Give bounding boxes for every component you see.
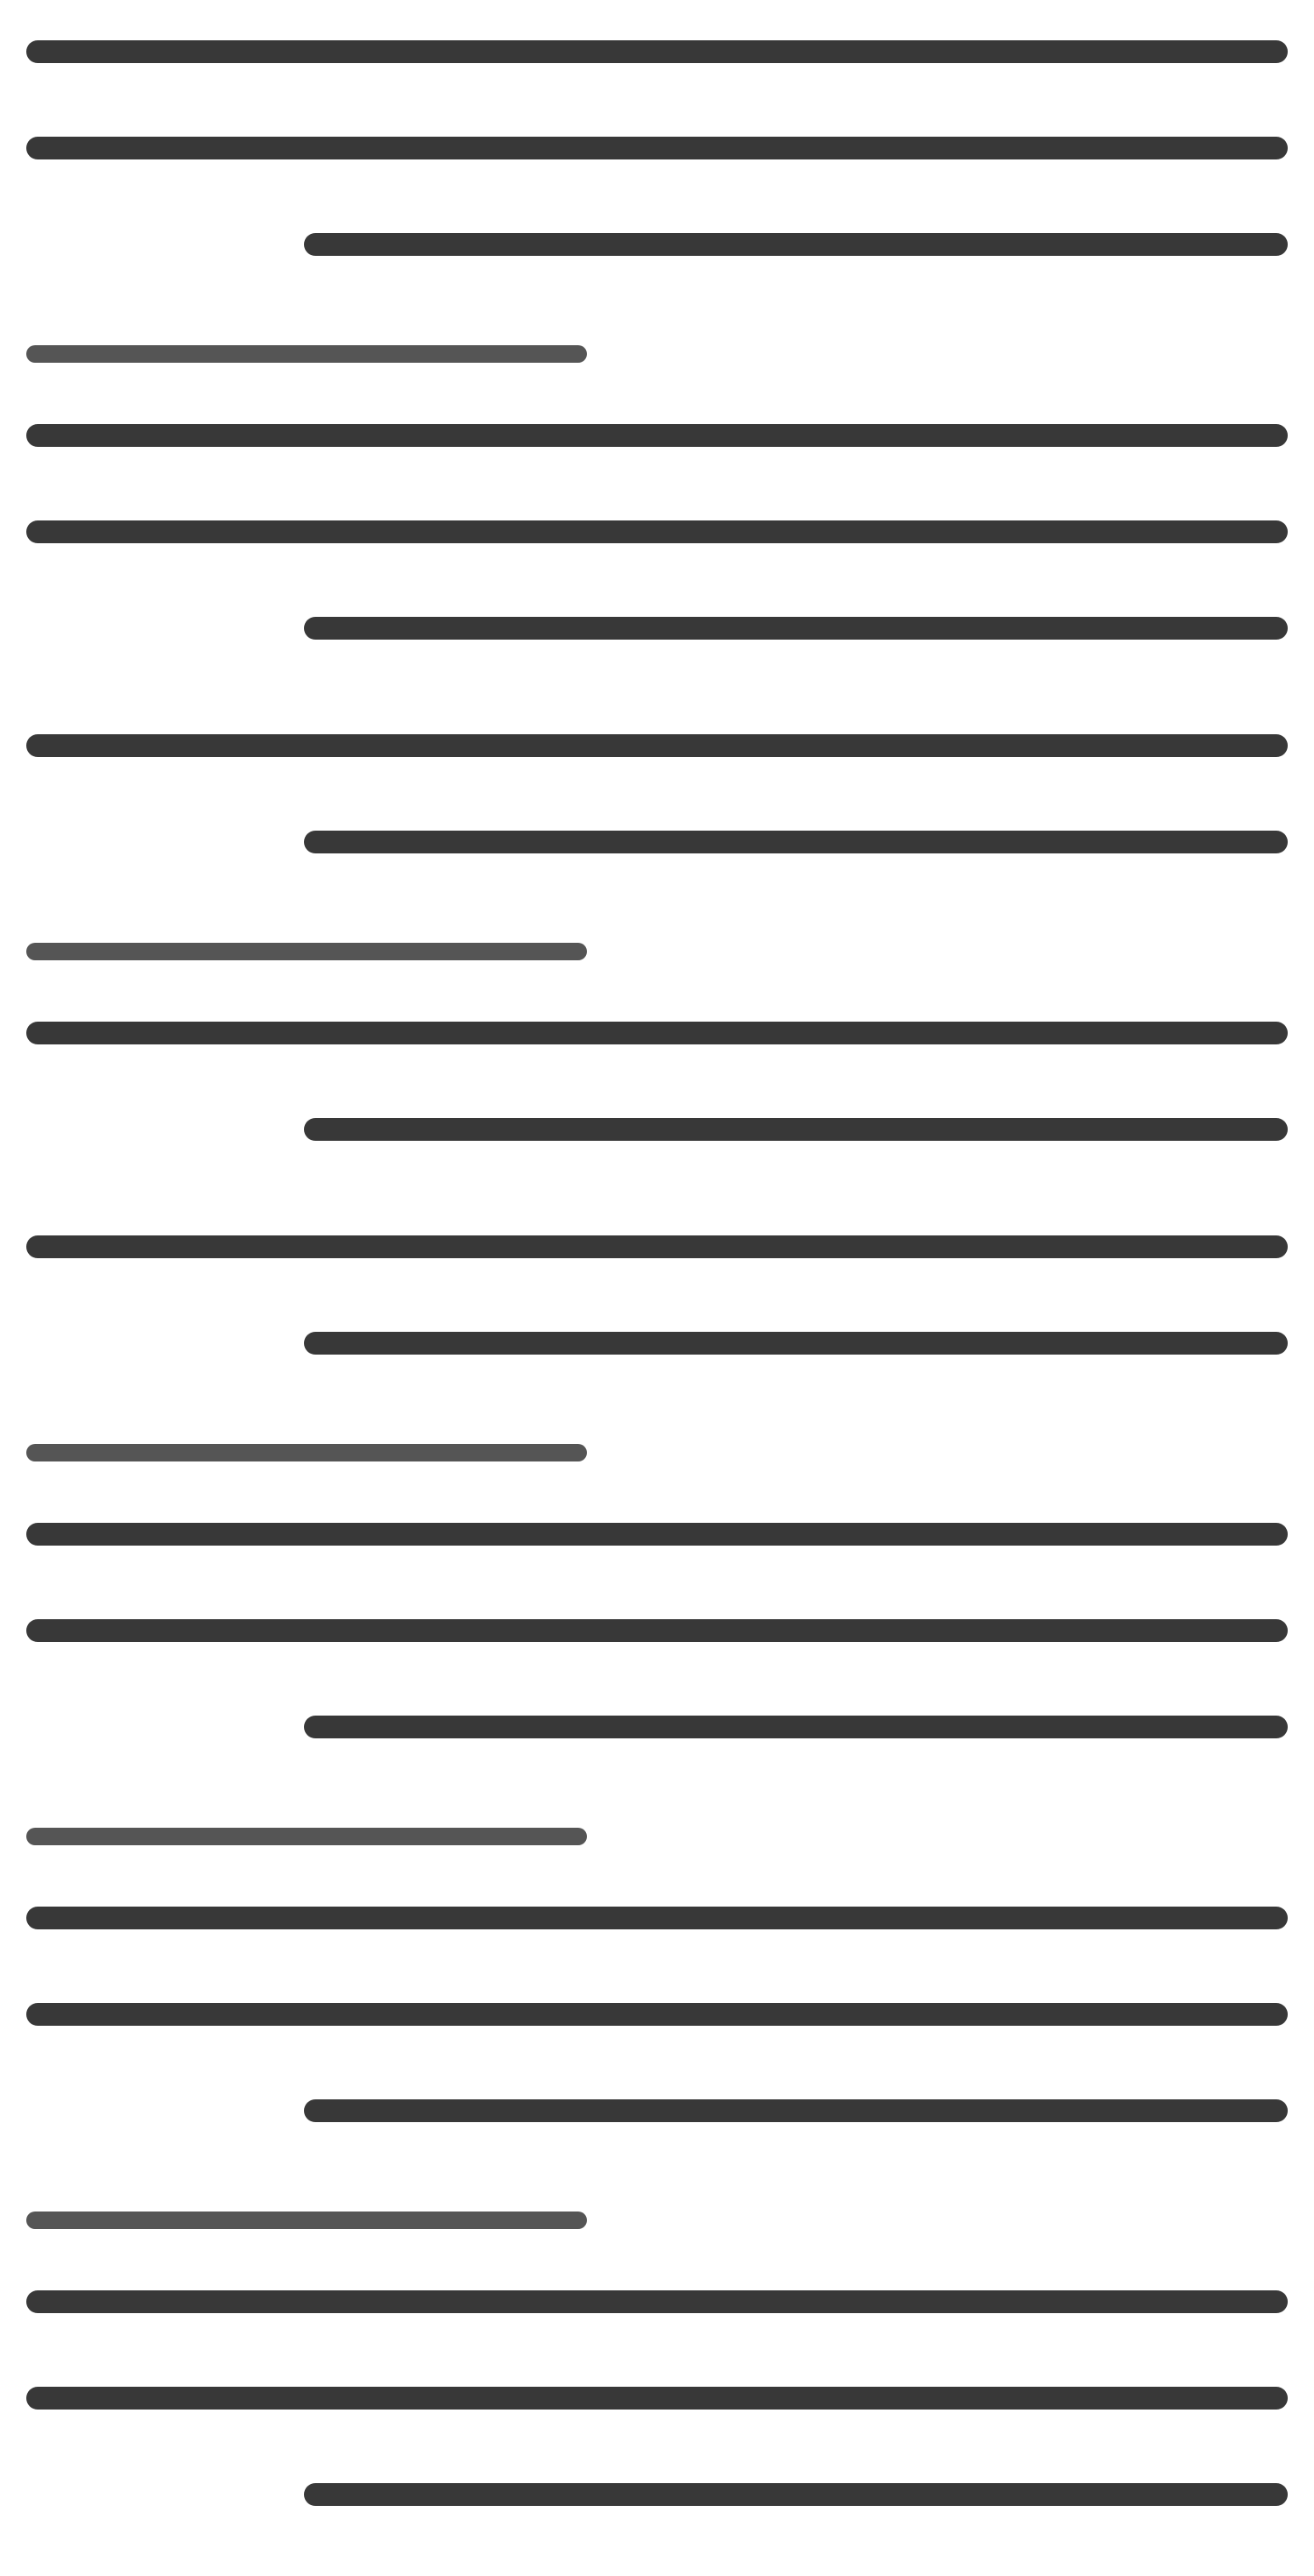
reference-line <box>26 2212 1288 2266</box>
text-line <box>26 2483 1288 2555</box>
text-line <box>26 424 1288 496</box>
reference-line <box>26 943 1288 997</box>
text-line <box>26 1118 1288 1190</box>
text-line <box>26 2290 1288 2362</box>
text-line <box>26 734 1288 806</box>
reference-line <box>26 345 1288 400</box>
text-line <box>26 1619 1288 1691</box>
text-line <box>26 520 1288 592</box>
text-line <box>26 1907 1288 1978</box>
reference-line <box>26 1828 1288 1882</box>
text-line <box>26 1332 1288 1404</box>
text-line <box>26 137 1288 209</box>
text-line <box>26 1716 1288 1787</box>
text-line <box>26 233 1288 305</box>
text-line <box>26 2387 1288 2459</box>
reference-line <box>26 1444 1288 1498</box>
text-line <box>26 1022 1288 1093</box>
text-line <box>26 40 1288 112</box>
text-line <box>26 2003 1288 2075</box>
body-text <box>26 40 1288 2576</box>
text-line <box>26 1523 1288 1595</box>
text-line <box>26 2099 1288 2171</box>
text-line <box>26 831 1288 902</box>
text-line <box>26 1235 1288 1307</box>
text-line <box>26 617 1288 689</box>
